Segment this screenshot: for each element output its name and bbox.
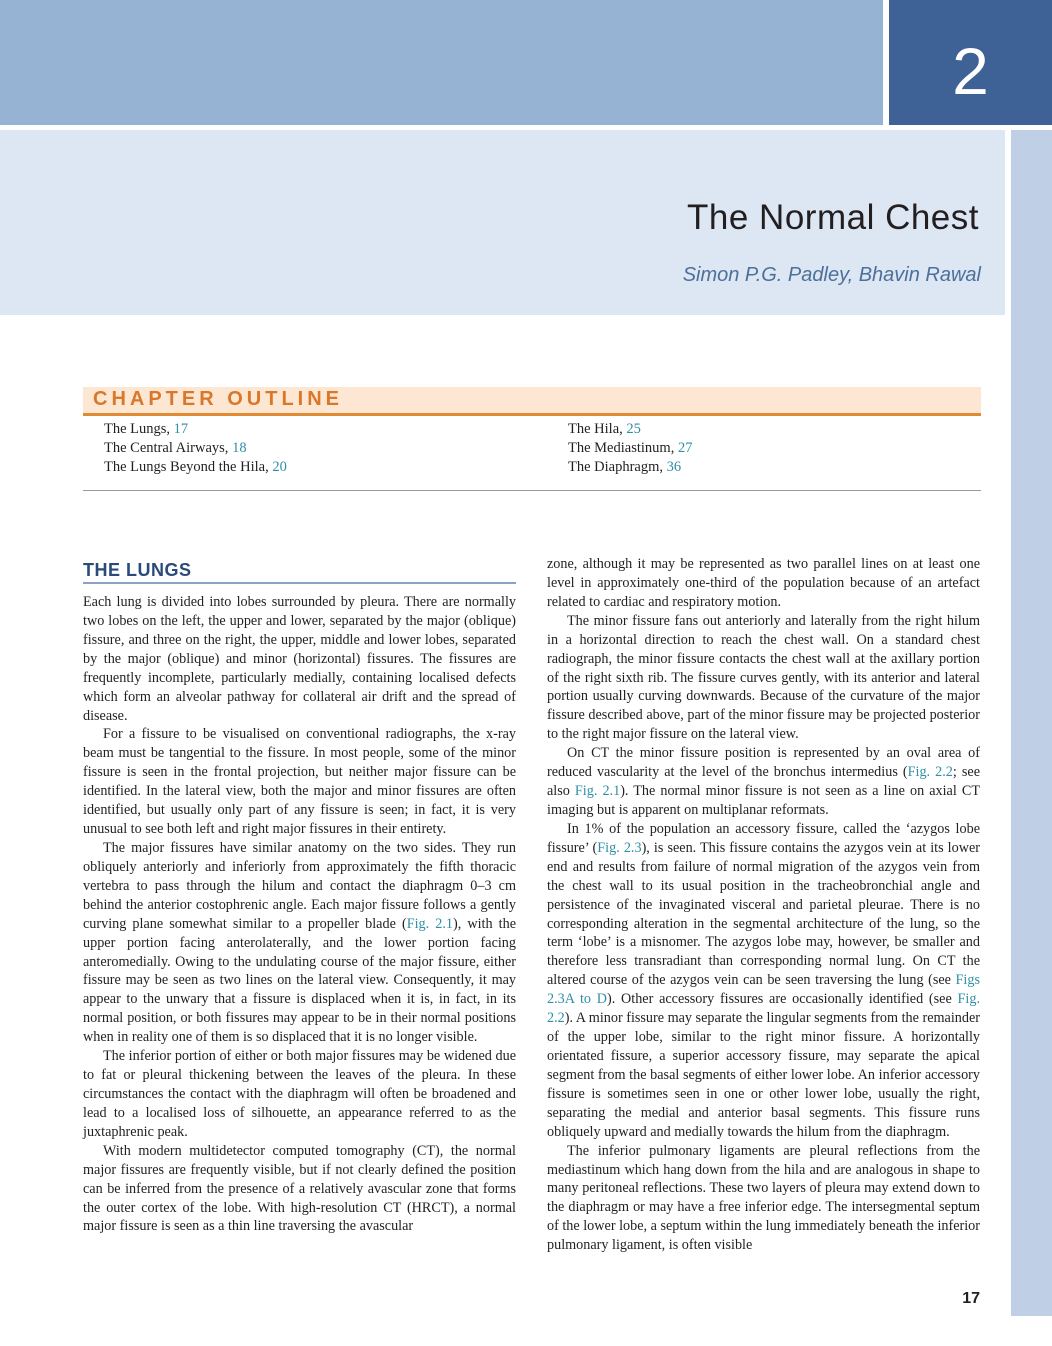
body-column-right [547, 555, 980, 1255]
outline-divider [83, 490, 981, 491]
outline-item[interactable] [104, 420, 287, 439]
paragraph: zone, although it may be represented as two parallel lines on at least one level in approximately one-third of the population because of an artefact related to cardiac and respiratory motion. [547, 556, 980, 610]
outline-item-label: The Central Airways, [104, 440, 233, 456]
figure-link[interactable]: Fig. 2.1 [406, 915, 453, 932]
figure-link[interactable]: Fig. 2.1 [574, 783, 621, 800]
side-tab-bar [1011, 130, 1052, 1316]
paragraph: For a fissure to be visualised on conventional radiographs, the x-ray beam must be tangential to the fissure. In most people, some of the minor fissure is seen in the frontal projection, but neither major fissure can be identified. In the lateral view, both the major and minor fissures are often identified, but usually only part of any fissure is seen; in fact, it is very unusual to see both left and right major fissures in their entirety. [83, 726, 516, 838]
header-band [0, 0, 883, 125]
outline-item-label: The Diaphragm, [568, 459, 667, 475]
chapter-outline-label: CHAPTER OUTLINE [93, 388, 343, 410]
outline-item[interactable] [104, 439, 287, 458]
paragraph: The minor fissure fans out anteriorly and laterally from the right hilum in a horizontal direction to reach the chest wall. On a standard chest radiograph, the minor fissure contacts the chest wall at the axillary portion of the right sixth rib. The fissure curves gently, with its anterior and lateral portion usually curving downwards. Because of the curvature of the major fissure described above, part of the minor fissure may be projected posterior to the right major fissure on the lateral view. [547, 612, 980, 743]
figure-link[interactable]: Fig. 2.3 [597, 839, 642, 856]
chapter-title: The Normal Chest [687, 198, 979, 237]
outline-item-page[interactable]: 36 [666, 459, 682, 475]
outline-item-label: The Hila, [568, 421, 627, 437]
outline-item-page[interactable]: 17 [173, 421, 189, 437]
figure-link[interactable]: Fig. 2.2 [547, 991, 980, 1027]
paragraph: With modern multidetector computed tomography (CT), the normal major fissures are frequently visible, but if not clearly defined the position can be inferred from the presence of a relatively avascular zone that forms the outer cortex of the lobe. With high-resolution CT (HRCT), a normal major fissure is seen as a thin line traversing the avascular [83, 1142, 516, 1235]
figure-link[interactable]: Fig. 2.2 [907, 764, 953, 781]
outline-item-page[interactable]: 25 [626, 421, 641, 437]
paragraph: On CT the minor fissure position is represented by an oval area of reduced vascularity at the level of the bronchus intermedius (Fig. 2.2; see also Fig. 2.1). The normal minor fissure is not seen as a line on axial CT imaging but is apparent on multiplanar reformats. [547, 745, 980, 818]
outline-column-right [568, 420, 692, 477]
outline-item[interactable] [568, 439, 692, 458]
outline-item-page[interactable]: 27 [677, 440, 693, 456]
outline-item-label: The Mediastinum, [568, 440, 678, 456]
chapter-number-box [889, 0, 1052, 125]
paragraph: Each lung is divided into lobes surrounded by pleura. There are normally two lobes on the left, the upper and lower, separated by the major (oblique) fissure, and three on the right, the upper, middle and lower lobes, separated by the major (oblique) and minor (horizontal) fissures. The fissures are frequently incomplete, particularly medially, containing localised defects which form an alveolar pathway for collateral air drift and the spread of disease. [83, 594, 516, 724]
page-number: 17 [962, 1290, 980, 1307]
outline-item-page[interactable]: 18 [232, 440, 247, 456]
figure-link[interactable]: Figs 2.3A to D [547, 972, 980, 1008]
chapter-authors: Simon P.G. Padley, Bhavin Rawal [682, 264, 981, 286]
body-column-left [83, 593, 516, 1236]
outline-item-page[interactable]: 20 [272, 459, 287, 475]
outline-item-label: The Lungs Beyond the Hila, [104, 459, 273, 475]
paragraph: The inferior pulmonary ligaments are pleural reflections from the mediastinum which hang down from the hila and are analogous in shape to many peritoneal reflections. These two layers of pleura may extend down to the diaphragm or may have a free inferior edge. The intersegmental septum of the lower lobe, a septum within the lung immediately beneath the inferior pulmonary ligament, is often visible [547, 1142, 980, 1254]
outline-item-label: The Lungs, [104, 421, 174, 437]
chapter-outline-heading [83, 387, 981, 416]
outline-item[interactable] [568, 458, 692, 477]
outline-column-left [104, 420, 287, 477]
section-heading: THE LUNGS [83, 560, 516, 584]
chapter-number: 2 [952, 34, 989, 108]
outline-item[interactable] [104, 458, 287, 477]
paragraph: The inferior portion of either or both major fissures may be widened due to fat or pleural thickening between the leaves of the pleura. In these circumstances the contact with the diaphragm will often be broadened and lead to a localised loss of silhouette, an appearance referred to as the juxtaphrenic peak. [83, 1048, 516, 1140]
paragraph: The major fissures have similar anatomy on the two sides. They run obliquely anteriorly and inferiorly from approximately the fifth thoracic vertebra to pass through the hilum and contact the diaphragm 0–3 cm behind the anterior costophrenic angle. Each major fissure follows a gently curving plane somewhat similar to a propeller blade (Fig. 2.1), with the upper portion facing anterolaterally, and the lower portion facing anteromedially. Owing to the undulating course of the major fissure, either fissure may be seen as two lines on the lateral view. Consequently, it may appear to the unwary that a fissure is displaced when it is, in fact, in its normal position, or both fissures may appear to be in their normal positions when in reality one of them is so displaced that it is no longer visible. [83, 839, 516, 1046]
paragraph: In 1% of the population an accessory fissure, called the ‘azygos lobe fissure’ (Fig. 2.3), is seen. This fissure contains the azygos vein at its lower end and results from failure of normal migration of the azygos vein from the chest wall to its usual position in the tracheobronchial angle and persistence of the invaginated visceral and parietal pleurae. There is no corresponding alteration in the segmental architecture of the lung, so the term ‘lobe’ is a misnomer. The azygos lobe may, however, be smaller and therefore less transradiant than corresponding normal lung. On CT the altered course of the azygos vein can be seen traversing the lung (see Figs 2.3A to D). Other accessory fissures are occasionally identified (see Fig. 2.2). A minor fissure may separate the lingular segments from the remainder of the upper lobe, similar to the right minor fissure. A horizontally orientated fissure, a superior accessory fissure, may separate the apical segment from the basal segments of either lower lobe. An inferior accessory fissure is sometimes seen in one or other lower lobe, usually the right, separating the medial and anterior basal segments. This fissure runs obliquely upward and medially towards the hilum from the diaphragm. [547, 820, 980, 1140]
outline-item[interactable] [568, 420, 692, 439]
